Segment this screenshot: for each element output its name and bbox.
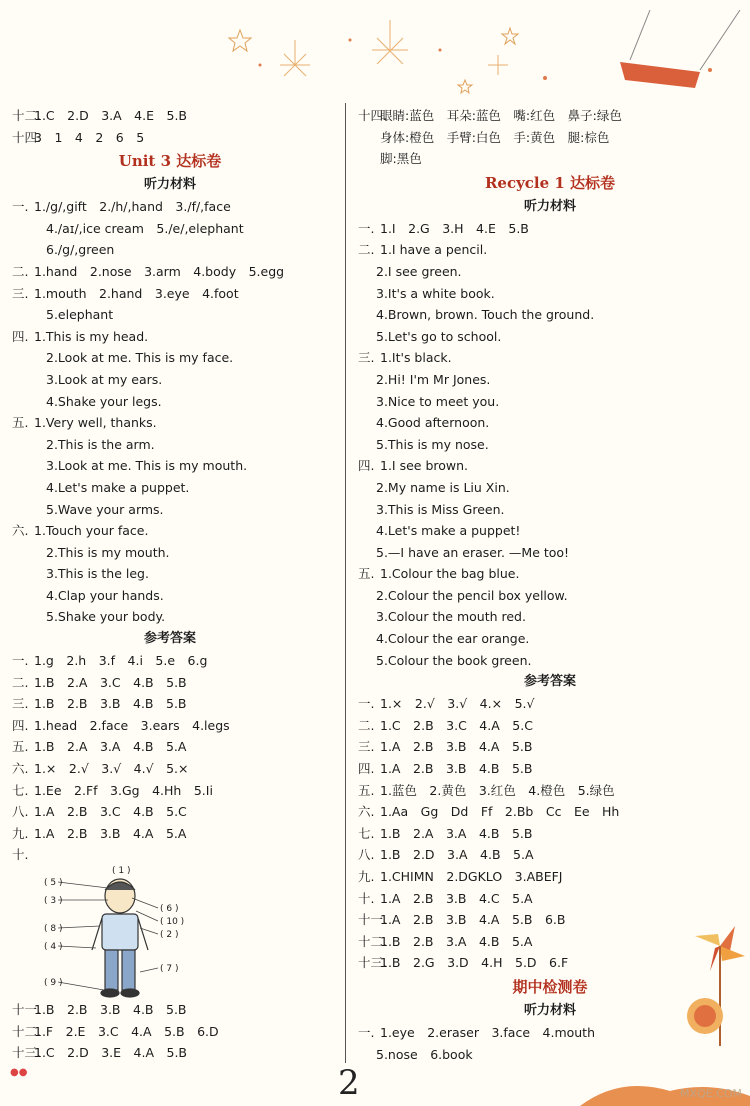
question-number: 十四.	[358, 108, 387, 123]
answer-line	[0, 239, 340, 261]
pinwheel-decoration-icon	[580, 906, 750, 1106]
answer-line	[354, 780, 746, 802]
answer-line	[0, 218, 340, 240]
answer-text: 4.Shake your legs.	[46, 393, 162, 409]
midterm-listening-title: 听力材料	[523, 1002, 576, 1018]
question-number: 八.	[358, 847, 375, 863]
answer-line	[354, 628, 746, 650]
answer-line	[0, 391, 340, 413]
figure-label-1: ( 1 )	[112, 866, 131, 876]
answer-line	[0, 693, 340, 715]
answer-text: 1.× 2.√ 3.√ 4.× 5.√	[380, 696, 535, 712]
answer-line	[354, 477, 746, 499]
answer-text: 4.Colour the ear orange.	[376, 631, 530, 647]
answer-line	[0, 369, 340, 391]
answer-line	[354, 499, 746, 521]
answer-text: 5.—I have an eraser. —Me too!	[376, 544, 570, 560]
answer-text: 3.This is the leg.	[46, 566, 149, 582]
answer-text: 1.B 2.A 3.A 4.B 5.A	[34, 739, 187, 755]
answer-text: 5.Let's go to school.	[376, 328, 502, 344]
answer-text: 1.I have a pencil.	[380, 242, 488, 258]
answer-text: 2.I see green.	[376, 263, 462, 279]
answer-line	[354, 650, 746, 672]
answer-text: 2.Hi! I'm Mr Jones.	[376, 371, 491, 387]
question-number: 四.	[12, 717, 29, 733]
answer-line	[0, 650, 340, 672]
answer-text: 6./g/,green	[46, 242, 115, 258]
answer-text: 1.A 2.B 3.B 4.A 5.B 6.B	[380, 912, 566, 928]
answer-line	[0, 606, 340, 628]
answer-text: 1.B 2.B 3.B 4.B 5.B	[34, 1002, 187, 1017]
answer-text: 5.nose 6.book	[376, 1046, 473, 1062]
figure-label-8: ( 8 )	[44, 924, 63, 934]
answer-line	[0, 477, 340, 499]
answer-text: 身体:橙色 手臂:白色 手:黄色 腿:棕色	[380, 129, 610, 145]
answer-line	[0, 736, 340, 758]
answer-line	[0, 758, 340, 780]
answer-text: 2.This is my mouth.	[46, 544, 170, 560]
question-number: 十二.	[12, 108, 41, 123]
figure-label-3: ( 3 )	[44, 896, 63, 906]
answer-line	[354, 326, 746, 348]
answer-text: 4.Let's make a puppet!	[376, 523, 521, 539]
answer-text: 1.Touch your face.	[34, 523, 149, 539]
answer-line	[0, 585, 340, 607]
answer-text: 4.Clap your hands.	[46, 587, 164, 603]
question-number: 十二.	[12, 1023, 41, 1039]
answer-line	[0, 823, 340, 845]
answer-text: 1.× 2.√ 3.√ 4.√ 5.×	[34, 761, 189, 777]
question-number: 三.	[358, 350, 375, 366]
answer-text: 1.B 2.G 3.D 4.H 5.D 6.F	[380, 955, 569, 971]
answer-line	[0, 127, 340, 149]
answer-line	[354, 148, 746, 170]
answer-line	[0, 542, 340, 564]
unit3-answers-list	[0, 650, 340, 866]
answer-text: 1.B 2.B 3.A 4.B 5.A	[380, 933, 533, 949]
answer-text: 1.C 2.B 3.C 4.A 5.C	[380, 717, 533, 733]
figure-label-9: ( 9 )	[44, 978, 63, 988]
answer-text: 5.elephant	[46, 307, 114, 323]
answer-text: 1.A 2.B 3.B 4.A 5.A	[34, 825, 187, 841]
answer-text: 脚:黑色	[380, 151, 422, 167]
answer-line	[354, 455, 746, 477]
question-number: 六.	[12, 523, 29, 539]
answer-line	[0, 1021, 340, 1043]
stars-decoration-icon	[200, 10, 750, 105]
question-number: 十二.	[358, 933, 387, 949]
midterm-title: 期中检测卷	[512, 977, 588, 996]
answer-text: 1.蓝色 2.黄色 3.红色 4.橙色 5.绿色	[380, 782, 615, 798]
answer-line	[354, 736, 746, 758]
answer-line	[354, 412, 746, 434]
answer-text: 1.A 2.B 3.B 4.B 5.B	[380, 761, 533, 777]
question-number: 六.	[12, 761, 29, 777]
figure-label-6: ( 6 )	[160, 904, 179, 914]
answer-text: 5.This is my nose.	[376, 436, 489, 452]
answer-line	[354, 801, 746, 823]
question-number: 五.	[358, 566, 375, 582]
answer-text: 1.Very well, thanks.	[34, 415, 157, 431]
answer-text: 3.This is Miss Green.	[376, 501, 505, 517]
recycle1-listening-list	[354, 218, 746, 671]
left-column	[0, 105, 340, 1064]
recycle1-listening-title: 听力材料	[523, 198, 576, 214]
answer-line	[354, 218, 746, 240]
figure-label-5: ( 5 )	[44, 878, 63, 888]
question-number: 十一.	[12, 1002, 41, 1017]
answer-text: 1.Colour the bag blue.	[380, 566, 520, 582]
answer-text: 3.Look at my ears.	[46, 371, 163, 387]
answer-text: 1.A 2.B 3.B 4.C 5.A	[380, 890, 533, 906]
unit3-answers-title: 参考答案	[143, 631, 196, 647]
answer-line	[0, 412, 340, 434]
answer-line	[0, 347, 340, 369]
question-number: 十.	[12, 847, 29, 863]
answer-text: 1.A 2.B 3.C 4.B 5.C	[34, 804, 187, 820]
answer-text: 4.Let's make a puppet.	[46, 479, 190, 495]
answer-line	[354, 520, 746, 542]
answer-text: 2.This is the arm.	[46, 436, 155, 452]
question-number: 四.	[12, 328, 29, 344]
boy-figure-icon	[40, 866, 240, 999]
answer-text: 1.CHIMN 2.DGKLO 3.ABEFJ	[380, 869, 563, 884]
recycle1-answers-title: 参考答案	[523, 674, 576, 690]
answer-text: 1.B 2.A 3.C 4.B 5.B	[34, 674, 187, 690]
question-number: 十三.	[358, 955, 387, 971]
question-number: 九.	[358, 869, 375, 884]
answer-line	[0, 304, 340, 326]
question-number: 一.	[358, 696, 375, 712]
decoration-dots-icon: ●●	[10, 1067, 28, 1078]
answer-text: 1.Aa Gg Dd Ff 2.Bb Cc Ee Hh	[380, 804, 620, 820]
answer-text: 1.B 2.D 3.A 4.B 5.A	[380, 847, 534, 863]
answer-line	[354, 563, 746, 585]
answer-text: 3.It's a white book.	[376, 285, 495, 301]
question-number: 十一.	[358, 912, 387, 928]
unit3-title: Unit 3 达标卷	[118, 152, 222, 171]
answer-line	[354, 105, 746, 127]
question-number: 十.	[358, 890, 375, 906]
answer-line	[354, 844, 746, 866]
answer-text: 1.hand 2.nose 3.arm 4.body 5.egg	[34, 263, 285, 279]
answer-line	[0, 455, 340, 477]
right-top-rows	[354, 105, 746, 170]
answer-text: 1./g/,gift 2./h/,hand 3./f/,face	[34, 199, 231, 215]
answer-line	[354, 369, 746, 391]
answer-line	[0, 999, 340, 1021]
question-number: 二.	[12, 674, 29, 690]
answer-text: 5.Colour the book green.	[376, 652, 532, 668]
answer-text: 3 1 4 2 6 5	[34, 129, 145, 145]
question-number: 三.	[12, 285, 29, 301]
answer-line	[0, 196, 340, 218]
answer-line	[354, 823, 746, 845]
question-number: 五.	[358, 782, 375, 798]
question-number: 十三.	[12, 1045, 41, 1061]
answer-line	[0, 105, 340, 127]
answer-text: 4.Brown, brown. Touch the ground.	[376, 307, 595, 323]
question-number: 七.	[358, 825, 375, 841]
answer-line	[354, 715, 746, 737]
answer-text: 2.Look at me. This is my face.	[46, 350, 234, 366]
answer-text: 1.A 2.B 3.B 4.A 5.B	[380, 739, 533, 755]
figure-label-10: ( 10 )	[160, 917, 185, 927]
figure-label-4: ( 4 )	[44, 942, 63, 952]
answer-line	[0, 326, 340, 348]
answer-line	[0, 844, 340, 866]
answer-line	[354, 391, 746, 413]
watermark: MXQE.COM	[680, 1087, 742, 1100]
question-number: 六.	[358, 804, 375, 820]
answer-text: 1.I see brown.	[380, 458, 469, 474]
answer-line	[354, 347, 746, 369]
question-number: 五.	[12, 739, 29, 755]
figure-label-7: ( 7 )	[160, 964, 179, 974]
answer-line	[0, 801, 340, 823]
answer-line	[0, 780, 340, 802]
answer-text: 1.This is my head.	[34, 328, 149, 344]
question-number: 五.	[12, 415, 29, 431]
unit3-listening-list	[0, 196, 340, 628]
answer-line	[354, 585, 746, 607]
figure-label-2: ( 2 )	[160, 930, 179, 940]
answer-line	[354, 304, 746, 326]
answer-line	[0, 434, 340, 456]
answer-text: 眼睛:蓝色 耳朵:蓝色 嘴:红色 鼻子:绿色	[380, 108, 622, 123]
answer-text: 1.Ee 2.Ff 3.Gg 4.Hh 5.Ii	[34, 782, 213, 798]
answer-line	[354, 693, 746, 715]
answer-text: 1.I 2.G 3.H 4.E 5.B	[380, 220, 529, 236]
column-divider	[345, 103, 346, 1063]
answer-text: 1.eye 2.eraser 3.face 4.mouth	[380, 1024, 596, 1040]
answer-line	[354, 127, 746, 149]
question-number: 一.	[12, 653, 29, 669]
question-number: 三.	[12, 696, 29, 712]
answer-text: 2.Colour the pencil box yellow.	[376, 587, 568, 603]
question-number: 二.	[12, 263, 29, 279]
body-parts-figure	[0, 866, 340, 999]
question-number: 十四.	[12, 129, 41, 145]
answer-line	[354, 261, 746, 283]
answer-text: 5.Wave your arms.	[46, 501, 164, 517]
answer-line	[354, 542, 746, 564]
answer-text: 5.Shake your body.	[46, 609, 166, 625]
answer-text: 3.Colour the mouth red.	[376, 609, 526, 625]
answer-line	[0, 563, 340, 585]
answer-text: 3.Look at me. This is my mouth.	[46, 458, 248, 474]
question-number: 八.	[12, 804, 29, 820]
recycle1-title: Recycle 1 达标卷	[484, 173, 616, 192]
answer-line	[0, 520, 340, 542]
answer-text: 1.C 2.D 3.E 4.A 5.B	[34, 1045, 188, 1061]
answer-text: 1.mouth 2.hand 3.eye 4.foot	[34, 285, 239, 301]
left-bottom-rows	[0, 999, 340, 1064]
answer-text: 1.g 2.h 3.f 4.i 5.e 6.g	[34, 653, 208, 669]
answer-text: 1.B 2.B 3.B 4.B 5.B	[34, 696, 187, 712]
question-number: 二.	[358, 242, 375, 258]
answer-text: 2.My name is Liu Xin.	[376, 479, 510, 495]
answer-line	[0, 672, 340, 694]
question-number: 七.	[12, 782, 29, 798]
question-number: 三.	[358, 739, 375, 755]
answer-line	[354, 283, 746, 305]
left-top-rows	[0, 105, 340, 148]
question-number: 四.	[358, 761, 375, 777]
answer-line	[354, 758, 746, 780]
question-number: 九.	[12, 825, 29, 841]
answer-line	[354, 434, 746, 456]
answer-line	[0, 261, 340, 283]
unit3-listening-title: 听力材料	[143, 177, 196, 193]
question-number: 四.	[358, 458, 375, 474]
answer-text: 1.F 2.E 3.C 4.A 5.B 6.D	[34, 1023, 219, 1039]
answer-line	[354, 606, 746, 628]
answer-text: 1.head 2.face 3.ears 4.legs	[34, 717, 230, 733]
answer-text: 4.Good afternoon.	[376, 415, 490, 431]
answer-line	[0, 715, 340, 737]
answer-line	[354, 239, 746, 261]
answer-line	[0, 1042, 340, 1064]
answer-line	[0, 283, 340, 305]
question-number: 一.	[12, 199, 29, 215]
answer-text: 4./aɪ/,ice cream 5./e/,elephant	[46, 220, 244, 236]
question-number: 二.	[358, 717, 375, 733]
answer-text: 3.Nice to meet you.	[376, 393, 500, 409]
question-number: 一.	[358, 1024, 375, 1040]
answer-line	[354, 866, 746, 888]
page-number: 2	[338, 1063, 360, 1103]
answer-text: 1.B 2.A 3.A 4.B 5.B	[380, 825, 533, 841]
answer-line	[0, 499, 340, 521]
question-number: 一.	[358, 220, 375, 236]
answer-text: 1.It's black.	[380, 350, 452, 366]
answer-text: 1.C 2.D 3.A 4.E 5.B	[34, 108, 188, 123]
